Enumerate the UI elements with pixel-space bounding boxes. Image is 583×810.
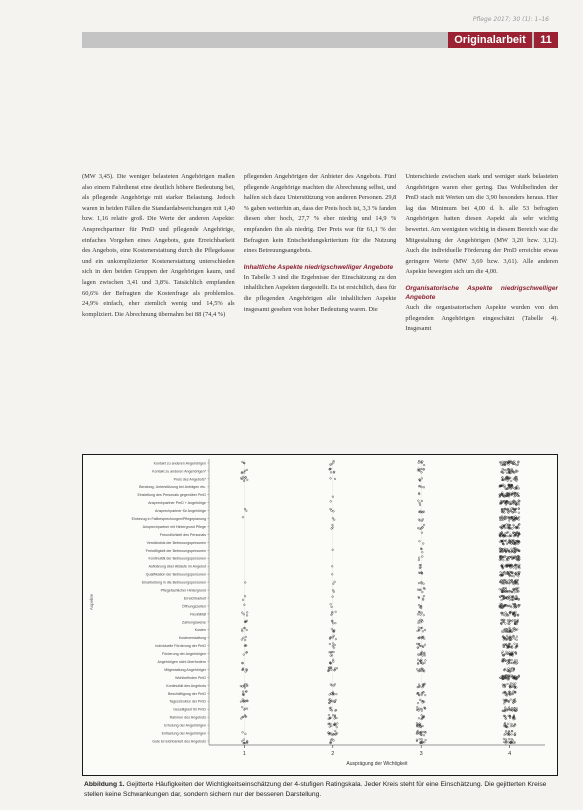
data-point (518, 519, 520, 521)
data-point (502, 519, 504, 521)
data-point (241, 630, 243, 632)
data-point (331, 606, 333, 608)
data-point (330, 472, 332, 474)
data-point (240, 718, 242, 720)
data-point (515, 614, 517, 616)
category-label: Geselligkeit für PmD (173, 707, 206, 712)
data-point (514, 591, 516, 593)
data-point (511, 730, 513, 732)
data-point (502, 525, 504, 527)
data-point (501, 464, 503, 466)
data-point (330, 478, 332, 480)
paragraph: (MW 3,45). Die weniger belasteten Angehörigen maßen also einem Fahrdienst eine deutlich höhere Bedeutung bei, als pflegende Angehörige mit starker Belastung. Jedoch waren in beiden Fällen die Standardabweichungen mit 1,40 bzw. 1,16 relativ groß. Die Werte der anderen Aspekte: Ansprechpartner für PmD und pflegende Angehörige, einfaches Vorgehen eines Angebots, gute Erreichbarkeit des Angebots, eine Kostenerstattung durch die Pflegekasse und ein unkomplizierter Kostenerstattung unterschieden sich in den beiden Gruppen der Angehörigen kaum, und lagen zwischen 3,41 und 3,8%. Tatsächlich empfanden 60,6% der Befragten die Kostenfrage als problemlos. 24,9% einfach, eher ziemlich wenig und 14,5% als kompliziert. Die Abrechnung übernahm bei 88 (74,4 %) (82, 173, 235, 318)
data-point (506, 635, 508, 637)
data-point (329, 726, 331, 728)
data-point (505, 573, 507, 575)
text-column-1 (82, 172, 235, 450)
data-point (514, 619, 516, 621)
data-point (418, 557, 420, 559)
data-point (245, 636, 247, 638)
data-point (245, 733, 247, 735)
category-label: Individuelle Förderung der PmD (155, 644, 206, 649)
data-point (246, 479, 248, 481)
data-point (511, 675, 513, 677)
data-point (514, 723, 516, 725)
data-point (505, 623, 507, 625)
data-point (507, 619, 509, 621)
data-point (328, 667, 330, 669)
data-point (514, 742, 516, 744)
data-point (513, 607, 515, 609)
data-point (418, 460, 420, 462)
data-point (511, 575, 513, 577)
data-point (503, 703, 505, 705)
data-point (330, 500, 332, 502)
data-point (242, 476, 244, 478)
data-point (417, 589, 419, 591)
x-tick-label: 3 (419, 751, 423, 757)
data-point (418, 604, 420, 606)
data-point (246, 510, 248, 512)
data-point (423, 670, 425, 672)
data-point (418, 684, 420, 686)
data-point (243, 637, 245, 639)
category-label: Aufklärung über Abläufe im Angebot (148, 564, 206, 569)
data-point (241, 706, 243, 708)
data-point (502, 684, 504, 686)
data-point (241, 461, 243, 463)
data-point (334, 478, 336, 480)
data-point (242, 662, 244, 664)
category-label: Freundlichkeit des Personals (159, 532, 206, 537)
category-label: Verständnis der Betreuungspersonen (146, 540, 206, 545)
data-point (423, 638, 425, 640)
x-tick-label: 1 (242, 751, 246, 757)
data-point (419, 699, 421, 701)
data-point (507, 683, 509, 685)
data-point (424, 655, 426, 657)
data-point (331, 628, 333, 630)
data-point (424, 694, 426, 696)
figure-frame (82, 454, 558, 776)
data-point (335, 699, 337, 701)
data-point (515, 511, 517, 513)
category-label: Einbezug in Fallbesprechungen/Pflegeplanung (131, 516, 206, 521)
data-point (516, 708, 518, 710)
data-point (505, 612, 507, 614)
paragraph: Auch die organisatorischen Aspekte wurden von den pflegenden Angehörigen eingeschätzt (Tabelle 4). Insgesamt (405, 303, 559, 333)
data-point (418, 710, 420, 712)
category-label: Zahlungsweise (182, 620, 206, 625)
category-label: Qualifikation der Betreuungspersonen (145, 572, 206, 577)
data-point (516, 643, 518, 645)
data-point (241, 639, 243, 641)
data-point (423, 464, 425, 466)
data-point (511, 734, 513, 736)
data-point (422, 591, 424, 593)
data-point (329, 643, 331, 645)
category-label: Beratung, Unterstützung bei Anträgen etc. (139, 485, 206, 490)
data-point (246, 708, 248, 710)
data-point (246, 700, 248, 702)
data-point (507, 480, 509, 482)
data-point (242, 731, 244, 733)
data-point (421, 551, 423, 553)
data-point (503, 614, 505, 616)
jitter-chart (83, 455, 557, 775)
data-point (422, 725, 424, 727)
data-point (422, 630, 424, 632)
data-point (517, 575, 519, 577)
data-point (503, 559, 505, 561)
category-label: Kontinuität der Betreuungspersonen (148, 556, 206, 561)
data-point (334, 730, 336, 732)
data-point (246, 615, 248, 617)
text-column-3 (405, 172, 558, 450)
data-point (501, 599, 503, 601)
data-point (423, 524, 425, 526)
data-point (510, 488, 512, 490)
data-point (514, 638, 516, 640)
data-point (503, 741, 505, 743)
data-point (517, 587, 519, 589)
data-point (334, 581, 336, 583)
data-point (331, 528, 333, 530)
category-label: Förderung der Angehörigen (162, 652, 206, 657)
data-point (514, 718, 516, 720)
data-point (333, 647, 335, 649)
category-label: Freiwilligkeit der Betreuungspersonen (145, 548, 206, 553)
category-label: Einarbeitung in die Betreuungspersonen (141, 580, 206, 585)
data-point (515, 683, 517, 685)
data-point (335, 622, 337, 624)
data-point (418, 622, 420, 624)
category-label: Kosten (194, 628, 206, 633)
data-point (424, 629, 426, 631)
section-heading: Inhaltliche Aspekte niedrigschwelliger Angebote (243, 263, 394, 271)
category-label: Erreichbarkeit (183, 596, 206, 601)
data-point (329, 694, 331, 696)
data-point (330, 508, 332, 510)
figure-caption (84, 780, 560, 799)
data-point (422, 599, 424, 601)
data-point (511, 645, 513, 647)
data-point (335, 638, 337, 640)
data-point (242, 691, 244, 693)
data-point (243, 472, 245, 474)
data-point (512, 667, 514, 669)
data-point (332, 714, 334, 716)
data-point (510, 699, 512, 701)
data-point (336, 693, 338, 695)
data-point (332, 524, 334, 526)
data-point (418, 572, 420, 574)
category-label: Entlastung der Angehörigen (161, 731, 206, 736)
journal-reference: Pflege 2017; 30 (1): 1–16 (472, 16, 549, 23)
data-point (333, 685, 335, 687)
data-point (241, 629, 243, 631)
category-label: Kontinuität des Angebots (166, 683, 206, 688)
x-axis-label: Ausprägung der Wichtigkeit (346, 761, 408, 767)
data-point (423, 486, 425, 488)
data-point (501, 652, 503, 654)
data-point (504, 653, 506, 655)
category-label: Wohlbefinden PmD (175, 675, 206, 680)
data-point (517, 485, 519, 487)
data-point (518, 504, 520, 506)
data-point (511, 548, 513, 550)
data-point (510, 725, 512, 727)
data-point (417, 659, 419, 661)
data-point (511, 723, 513, 725)
section-heading: Organisatorische Aspekte niedrigschwelliger Angebote (405, 284, 559, 301)
data-point (417, 702, 419, 704)
data-point (416, 668, 418, 670)
data-point (517, 583, 519, 585)
data-point (502, 651, 504, 653)
data-point (418, 559, 420, 561)
data-point (507, 741, 509, 743)
caption-text: Gejitterte Häufigkeiten der Wichtigkeitseinschätzung der 4-stufigen Ratingskala. Jeder Kreis steht für eine Einschätzung. Die gejitterten Kreise stellen keine Schwankungen dar, sondern sichern nur der besseren Darstellung. (84, 781, 547, 798)
data-point (515, 568, 517, 570)
data-point (424, 644, 426, 646)
data-point (506, 524, 508, 526)
data-point (421, 486, 423, 488)
data-point (331, 669, 333, 671)
data-point (418, 717, 420, 719)
y-axis-label: Aspekte (89, 593, 94, 611)
data-point (336, 723, 338, 725)
category-label: Angehörigen nicht überfordern (157, 659, 206, 664)
data-point (333, 519, 335, 521)
data-point (505, 733, 507, 735)
category-label: Ansprechpartner für Angehörige (155, 509, 206, 514)
data-point (334, 718, 336, 720)
data-point (423, 595, 425, 597)
data-point (419, 738, 421, 740)
paragraph: Unterschiede zwischen stark und weniger stark belasteten Angehörigen waren eher gering. Das Wohlbefinden der PmD stach mit Werten um die 3,90 besonders heraus. Hier lag das Minimum bei 4,00 d. h. alle 53 befragten Angehörigen hatten diesen Aspekt als sehr wichtig bewertet. Am wenigsten wichtig in diesem Bereich war die Mitgestaltung der Angehörigen (MW 3,20 bzw. 3,12). Auch die individuelle Förderung der PmD erreichte etwas geringere Werte (MW 3,69 bzw. 3,61). Alle anderen Aspekte bewegten sich um die 4,00. (405, 173, 559, 276)
data-point (502, 572, 504, 574)
data-point (244, 582, 246, 584)
data-point (418, 462, 420, 464)
data-point (417, 630, 419, 632)
data-point (242, 516, 244, 518)
data-point (514, 643, 516, 645)
data-point (245, 671, 247, 673)
category-label: Ansprechpartner mit Hintergrund Pflege (142, 524, 206, 529)
data-point (246, 469, 248, 471)
data-point (330, 603, 332, 605)
category-label: Gute Erreichbarkeit des Angebots (152, 739, 206, 744)
data-point (242, 599, 244, 601)
category-label: Tagesstruktur der PmD (169, 699, 206, 704)
data-point (335, 611, 337, 613)
category-label: Kostenerstattung (178, 636, 206, 641)
category-label: Pflegefachlicher Hintergrund (160, 588, 206, 593)
x-tick-label: 2 (331, 751, 335, 757)
data-point (241, 740, 243, 742)
category-label: Öffnungszeiten (181, 604, 206, 609)
category-label: Mitgestaltung Angehöriger (164, 667, 206, 672)
data-point (422, 543, 424, 545)
category-label: Ansprechpartner PmD + Angehörige (148, 501, 206, 506)
data-point (334, 644, 336, 646)
data-point (499, 588, 501, 590)
text-column-2 (244, 172, 397, 450)
section-label: Originalarbeit (448, 32, 532, 48)
data-point (425, 660, 427, 662)
page-number: 11 (534, 32, 558, 48)
data-point (418, 500, 420, 502)
data-point (419, 619, 421, 621)
data-point (507, 531, 509, 533)
data-point (416, 706, 418, 708)
data-point (422, 655, 424, 657)
data-point (516, 660, 518, 662)
data-point (421, 472, 423, 474)
caption-label: Abbildung 1. (84, 781, 125, 788)
data-point (418, 485, 420, 487)
data-point (419, 708, 421, 710)
data-point (336, 667, 338, 669)
data-point (240, 701, 242, 703)
category-label: Einstellung des Personals gegenüber PmD (137, 493, 206, 498)
data-point (328, 714, 330, 716)
data-point (502, 686, 504, 688)
data-point (417, 614, 419, 616)
data-point (418, 582, 420, 584)
data-point (504, 572, 506, 574)
data-point (515, 516, 517, 518)
data-point (508, 668, 510, 670)
data-point (246, 629, 248, 631)
data-point (505, 730, 507, 732)
data-point (500, 571, 502, 573)
category-label: Rahmen des Angebots (169, 715, 206, 720)
data-point (330, 732, 332, 734)
data-point (331, 510, 333, 512)
data-point (514, 698, 516, 700)
data-point (508, 535, 510, 537)
data-point (518, 512, 520, 514)
paragraph: pflegenden Angehörigen der Anbieter des Angebots. Fünf pflegende Angehörige machten die Abrechnung selbst, und halfen sich dazu Unterstützung von anderen Personen. 29,8 % gaben weiterhin an, dass der Preis hoch ist, 3,3 % fanden diesen eher hoch, 27,7 % eher niedrig und 14,9 % empfanden ihn als niedrig. Der Preis war für 61,1 % der Befragten kein Entscheidungskriterium für die Nutzung eines Betreuungsangebots. (243, 173, 397, 255)
data-point (418, 620, 420, 622)
data-point (425, 739, 427, 741)
data-point (419, 502, 421, 504)
data-point (336, 717, 338, 719)
data-point (508, 621, 510, 623)
data-point (423, 583, 425, 585)
data-point (423, 734, 425, 736)
data-point (246, 612, 248, 614)
data-point (512, 683, 514, 685)
data-point (510, 683, 512, 685)
data-point (504, 486, 506, 488)
data-point (504, 555, 506, 557)
data-point (512, 739, 514, 741)
data-point (518, 516, 520, 518)
data-point (510, 501, 512, 503)
data-point (422, 556, 424, 558)
data-point (512, 603, 514, 605)
data-point (499, 526, 501, 528)
data-point (518, 527, 520, 529)
category-label: Flexibilität (190, 612, 206, 617)
data-point (424, 741, 426, 743)
data-point (506, 548, 508, 550)
data-point (516, 636, 518, 638)
data-point (416, 643, 418, 645)
data-point (419, 540, 421, 542)
data-point (516, 639, 518, 641)
data-point (241, 612, 243, 614)
data-point (512, 487, 514, 489)
data-point (501, 614, 503, 616)
data-point (334, 669, 336, 671)
category-label: Preis des Angebots* (173, 477, 206, 482)
data-point (423, 614, 425, 616)
data-point (422, 731, 424, 733)
body-columns (82, 172, 558, 450)
paragraph: In Tabelle 3 sind die Ergebnisse der Einschätzung zu den inhaltlichen Aspekten dargestellt. Es ist ersichtlich, dass für die pflegenden Angehörigen alle inhaltlichen Aspekte insgesamt gesehen von hoher Bedeutung waren. Die (243, 273, 397, 313)
category-label: Kontakt zu anderen Angehörigen (153, 461, 206, 466)
category-label: Beschäftigung der PmD (168, 691, 206, 696)
data-point (333, 635, 335, 637)
data-point (336, 726, 338, 728)
data-point (503, 738, 505, 740)
data-point (514, 630, 516, 632)
data-point (518, 488, 520, 490)
data-point (418, 627, 420, 629)
data-point (514, 660, 516, 662)
data-point (515, 647, 517, 649)
data-point (513, 575, 515, 577)
data-point (510, 480, 512, 482)
data-point (507, 723, 509, 725)
data-point (502, 468, 504, 470)
data-point (419, 504, 421, 506)
data-point (506, 472, 508, 474)
data-point (502, 692, 504, 694)
data-point (513, 524, 515, 526)
data-point (511, 659, 513, 661)
x-tick-label: 4 (508, 751, 512, 757)
category-label: Erholung der Angehörigen (164, 723, 206, 728)
data-point (506, 651, 508, 653)
data-point (422, 663, 424, 665)
category-label: Kontakt zu anderen Angehörigen* (152, 469, 206, 474)
